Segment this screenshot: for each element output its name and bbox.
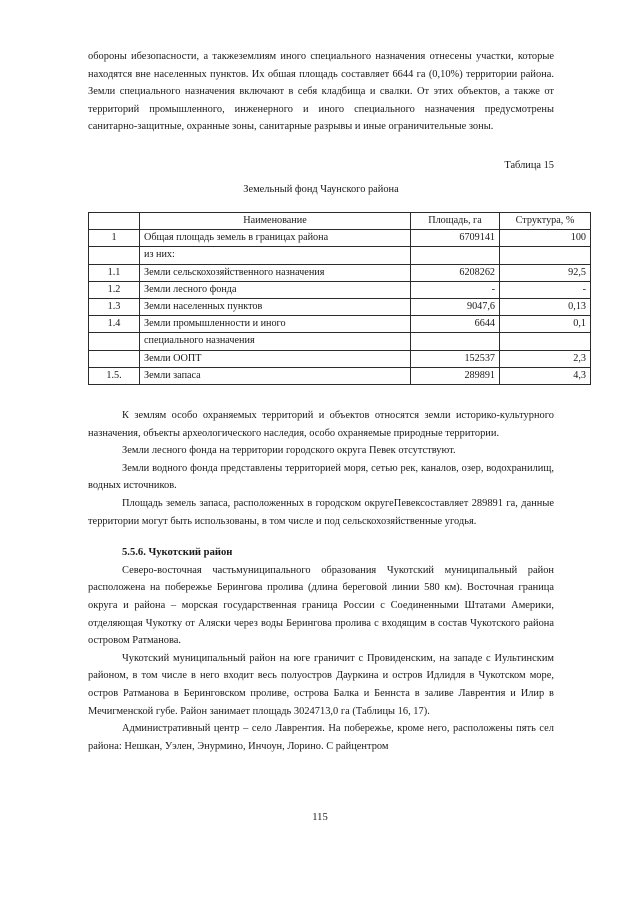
paragraph-district-borders: Чукотский муниципальный район на юге граничит с Провиденским, на западе с Иультинским районом, в том числе в него входит весь полуостров Дауркина и остров Идлидля в Чукотском море, остров Ратманова в Беринговском проливе, острова Балка и Беннста в заливе Лаврентия и Илир в Мечигменской губе. Район занимает площадь 3024713,0 га (Таблицы 16, 17). bbox=[88, 652, 554, 717]
table-title: Земельный фонд Чаунского района bbox=[243, 183, 399, 195]
cell-number: 1.4 bbox=[89, 316, 140, 333]
cell-structure: 4,3 bbox=[500, 367, 591, 384]
cell-area: 6644 bbox=[411, 316, 500, 333]
paragraph-administrative-center: Административный центр – село Лаврентия. На побережье, кроме него, расположены пять сел района: Нешкан, Уэлен, Энурмино, Инчоун, Лорино. С райцентром bbox=[88, 723, 554, 752]
cell-number bbox=[89, 333, 140, 350]
cell-number bbox=[89, 350, 140, 367]
cell-number: 1.5. bbox=[89, 367, 140, 384]
cell-number: 1.3 bbox=[89, 298, 140, 315]
cell-number bbox=[89, 247, 140, 264]
spacer bbox=[88, 385, 554, 407]
cell-structure: 2,3 bbox=[500, 350, 591, 367]
intro-paragraph: обороны ибезопасности, а такжеземлиям иного специального назначения отнесены участки, которые находятся вне населенных пунктов. Их обшая площадь составляет 6644 га (0,10%) территории района. Земли специального назначения включают в себя кладбища и свалки. От этих объектов, а также от территорий промышленного, инженерного и иного специального назначения предусмотрены санитарно-защитные, охранные зоны, санитарные разрывы и иные ограничительные зоны. bbox=[88, 51, 554, 133]
cell-area bbox=[411, 247, 500, 264]
cell-number: 1 bbox=[89, 230, 140, 247]
paragraph-reserve-lands: Площадь земель запаса, расположенных в городском округеПевексоставляет 289891 га, данные территории могут быть использованы, в том числе и под сельскохозяйственные угодья. bbox=[88, 497, 554, 527]
table-row bbox=[89, 367, 591, 384]
cell-name: Земли сельскохозяйственного назначения bbox=[140, 264, 411, 281]
cell-area: 152537 bbox=[411, 350, 500, 367]
table-row bbox=[89, 247, 591, 264]
cell-name: специального назначения bbox=[140, 333, 411, 350]
cell-name: из них: bbox=[140, 247, 411, 264]
cell-name: Земли промышленности и иного bbox=[140, 316, 411, 333]
page-content bbox=[88, 48, 586, 755]
land-fund-table bbox=[88, 212, 591, 385]
table-row bbox=[89, 281, 591, 298]
page-number: 115 bbox=[312, 812, 328, 823]
cell-structure: 92,5 bbox=[500, 264, 591, 281]
cell-area: 6208262 bbox=[411, 264, 500, 281]
cell-structure bbox=[500, 247, 591, 264]
paragraph-protected-lands: К землям особо охраняемых территорий и объектов относятся земли историко-культурного назначения, объекты археологического наследия, особо охраняемые природные территории. bbox=[88, 410, 554, 439]
table-header-row bbox=[89, 212, 591, 229]
column-header-structure: Структура, % bbox=[500, 212, 591, 229]
cell-area bbox=[411, 333, 500, 350]
cell-number: 1.1 bbox=[89, 264, 140, 281]
cell-area: 6709141 bbox=[411, 230, 500, 247]
table-row bbox=[89, 298, 591, 315]
paragraph-district-location: Северо-восточная частьмуниципального образования Чукотский муниципальный район расположена на побережье Берингова пролива (длина береговой линии 580 км). Восточная граница округа и района – морская государственная граница России с Соединенными Штатами Америки, отделяющая Чукотку от Аляски через воды Берингова пролива с входящим в состав Чукотского района островом Ратманова. bbox=[88, 564, 554, 647]
cell-name: Общая площадь земель в границах района bbox=[140, 230, 411, 247]
table-body bbox=[89, 230, 591, 385]
cell-structure: 100 bbox=[500, 230, 591, 247]
table-row bbox=[89, 316, 591, 333]
cell-name: Земли населенных пунктов bbox=[140, 298, 411, 315]
cell-area: 9047,6 bbox=[411, 298, 500, 315]
cell-area: - bbox=[411, 281, 500, 298]
cell-structure: - bbox=[500, 281, 591, 298]
cell-area: 289891 bbox=[411, 367, 500, 384]
spacer bbox=[88, 136, 554, 158]
cell-structure bbox=[500, 333, 591, 350]
cell-name: Земли лесного фонда bbox=[140, 281, 411, 298]
paragraph-water-fund: Земли водного фонда представлены территорией моря, сетью рек, каналов, озер, водохранилищ, водных источников. bbox=[88, 462, 554, 492]
table-row bbox=[89, 230, 591, 247]
column-header-number bbox=[89, 212, 140, 229]
table-row bbox=[89, 264, 591, 281]
table-header bbox=[89, 212, 591, 229]
spacer bbox=[88, 530, 554, 544]
section-heading-5-5-6: 5.5.6. Чукотский район bbox=[122, 547, 233, 559]
cell-structure: 0,13 bbox=[500, 298, 591, 315]
paragraph-forest-fund: Земли лесного фонда на территории городского округа Певек отсутствуют. bbox=[122, 445, 456, 457]
spacer bbox=[88, 198, 554, 212]
table-row bbox=[89, 333, 591, 350]
column-header-name: Наименование bbox=[140, 212, 411, 229]
cell-structure: 0,1 bbox=[500, 316, 591, 333]
cell-number: 1.2 bbox=[89, 281, 140, 298]
cell-name: Земли ООПТ bbox=[140, 350, 411, 367]
table-row bbox=[89, 350, 591, 367]
cell-name: Земли запаса bbox=[140, 367, 411, 384]
column-header-area: Площадь, га bbox=[411, 212, 500, 229]
spacer bbox=[88, 174, 554, 182]
table-number-label: Таблица 15 bbox=[504, 159, 554, 171]
